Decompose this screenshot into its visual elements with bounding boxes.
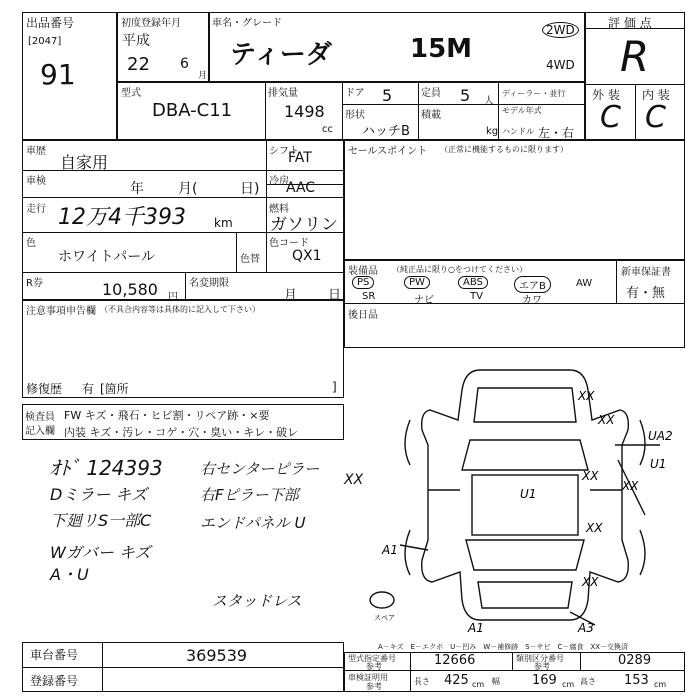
color-value: ホワイトパール	[58, 249, 156, 265]
capacity-value: 5	[460, 86, 471, 105]
mark-ua2: UA2	[648, 429, 673, 443]
height-unit: cm	[654, 680, 667, 689]
shift-value: FAT	[288, 150, 312, 166]
exterior-grade: C	[600, 100, 621, 135]
mark-xx-3: XX	[582, 469, 599, 483]
note-line-1: ｵﾄﾞ 124393	[50, 456, 163, 480]
class-value: 0289	[618, 653, 652, 668]
first-reg-label: 初度登録年月	[121, 18, 181, 29]
grade: 15M	[410, 34, 473, 64]
inspector-row-1: FW キズ・飛石・ヒビ割・リペア跡・×要	[64, 409, 270, 422]
load-unit: kg	[486, 126, 499, 137]
mark-xx-1: XX	[578, 389, 595, 403]
color-code-value: QX1	[292, 248, 322, 264]
displacement-unit: cc	[322, 124, 333, 135]
note-line-5: A・U	[50, 565, 89, 584]
note-line-7: 右Fピラー下部	[200, 486, 299, 504]
doors-label: ドア	[345, 88, 365, 99]
length-label: 長さ	[414, 677, 430, 686]
type-label: 型式	[121, 88, 141, 99]
warranty-value: 有・無	[626, 286, 666, 301]
type-cert-sub: 参考	[366, 662, 382, 671]
lot-code: [2047]	[28, 36, 62, 47]
width-unit: cm	[562, 680, 575, 689]
interior-grade: C	[645, 100, 666, 135]
exterior-label: 外 装	[592, 88, 620, 102]
note-line-6: 右センターピラー	[200, 460, 320, 478]
rear-seat-label: 後日品	[348, 310, 378, 321]
ac-label: 冷房	[269, 176, 289, 187]
doors-value: 5	[382, 86, 393, 105]
repair-label: 修復歴	[26, 382, 63, 396]
width-value: 169	[532, 673, 557, 688]
rename-label: 名変期限	[189, 278, 229, 289]
class-sub: 参考	[534, 662, 550, 671]
caution-note: （不具合内容等は具体的に記入して下さい）	[100, 305, 260, 314]
usage-label: 車歴	[26, 146, 46, 157]
inspector-label-2: 記入欄	[25, 426, 55, 437]
mileage-value: 12万4千393	[58, 205, 186, 230]
mark-xx-2: XX	[598, 413, 615, 427]
mark-a1-rear: A1	[468, 621, 484, 635]
type-cert-value: 12666	[434, 653, 476, 668]
repair-close: ]	[332, 380, 337, 394]
warranty-label: 新車保証書	[621, 267, 671, 278]
fuel-label: 燃料	[269, 204, 289, 215]
reg-year: 22	[127, 54, 150, 75]
mark-xx-5: XX	[586, 521, 603, 535]
chassis-label: 車台番号	[30, 648, 79, 662]
load-label: 積載	[421, 110, 441, 121]
note-line-3: 下廻リS一部C	[50, 511, 152, 530]
equip-navi: ナビ	[414, 295, 434, 306]
dealer-label: ディーラー・並行	[502, 89, 566, 98]
repair-place: [箇所	[100, 382, 129, 396]
equip-sr: SR	[362, 291, 376, 302]
mark-u1-right: U1	[650, 457, 667, 471]
era: 平成	[122, 33, 150, 49]
length-value: 425	[444, 673, 469, 688]
rating-label: 評 価 点	[608, 16, 652, 30]
shape-label: 形状	[345, 110, 365, 121]
equip-ps: PS	[352, 276, 374, 289]
class-label: 類別区分番号	[516, 654, 564, 663]
inspector-label-1: 検査員	[25, 412, 55, 423]
length-unit: cm	[472, 680, 485, 689]
equip-abs: ABS	[458, 276, 488, 289]
lot-number: 91	[40, 58, 76, 91]
rating-value: R	[620, 32, 650, 81]
mark-a3: A3	[578, 621, 594, 635]
car-damage-diagram	[360, 350, 690, 640]
inspection-year: 年	[130, 181, 144, 197]
inspection-month: 月(	[178, 181, 198, 197]
sales-point-box	[344, 140, 685, 260]
recycle-value: 10,580	[102, 280, 158, 299]
ac-value: AAC	[286, 180, 316, 196]
displacement-value: 1498	[284, 102, 325, 121]
handle-label: ハンドル	[502, 127, 534, 136]
rename-month: 月	[284, 288, 298, 303]
spare-label: スペア	[374, 614, 395, 622]
drive-4wd: 4WD	[546, 58, 575, 72]
equip-leather: カワ	[522, 295, 542, 306]
chassis-value: 369539	[186, 646, 248, 665]
type-value: DBA-C11	[152, 100, 233, 121]
damage-legend: A－キズ E－エクボ U－凹み W－補修跡 S－サビ C－腐食 XX－交換済	[378, 643, 629, 651]
shift-label: シフト	[269, 146, 299, 157]
width-label: 幅	[492, 677, 500, 686]
note-line-4: Wガバー キズ	[50, 543, 151, 562]
equip-tv: TV	[470, 291, 483, 302]
equip-pw: PW	[404, 276, 430, 289]
inspection-day: 日)	[240, 181, 260, 197]
note-line-7b: XX	[344, 472, 364, 488]
note-line-8: エンドパネル U	[200, 514, 306, 532]
size-sub: 参考	[366, 682, 382, 691]
mileage-unit: km	[214, 216, 233, 230]
interior-label: 内 装	[642, 88, 670, 102]
caution-label: 注意事項申告欄	[26, 306, 96, 317]
month-unit: 月	[198, 71, 208, 81]
recycle-unit: 円	[168, 292, 178, 303]
equipment-label: 装備品	[348, 266, 378, 277]
color-code-label: 色コード	[269, 238, 309, 249]
note-line-9: スタッドレス	[212, 592, 302, 610]
inspector-row-2: 内装 キズ・汚レ・コゲ・穴・臭い・キレ・破レ	[64, 426, 299, 439]
sales-point-label: セールスポイント	[348, 146, 428, 157]
mark-u1-roof: U1	[520, 487, 537, 501]
type-cert-label: 型式指定番号	[348, 654, 396, 663]
capacity-unit: 人	[484, 96, 494, 107]
color-change-label: 色替	[240, 254, 260, 265]
model-name: ティーダ	[230, 40, 332, 70]
mark-a1-left: A1	[382, 543, 398, 557]
height-label: 高さ	[580, 677, 596, 686]
reg-label: 登録番号	[30, 674, 79, 688]
reg-month: 6	[180, 56, 189, 72]
mark-xx-6: XX	[582, 575, 599, 589]
repair-value: 有	[82, 382, 95, 396]
color-label: 色	[26, 238, 36, 249]
equip-aw: AW	[576, 278, 593, 289]
note-line-2: Dミラー キズ	[50, 485, 148, 504]
fuel-value: ガソリン	[270, 215, 338, 235]
capacity-label: 定員	[421, 88, 441, 99]
equipment-note: （純正品に限り○をつけてください）	[392, 265, 527, 274]
rename-day: 日	[328, 288, 342, 303]
mileage-label: 走行	[26, 204, 46, 215]
usage-value: 自家用	[60, 153, 109, 172]
displacement-label: 排気量	[268, 88, 298, 99]
inspection-label: 車検	[26, 176, 46, 187]
handle-value: 左・右	[538, 126, 575, 140]
shape-value: ハッチB	[362, 124, 410, 139]
model-label: 車名・グレード	[212, 18, 282, 29]
model-year-label: モデル年式	[502, 106, 542, 115]
lot-label: 出品番号	[26, 16, 75, 30]
drive-2wd: 2WD	[542, 22, 579, 38]
size-label: 車検証明用	[348, 673, 388, 682]
sales-point-note: （正常に機能するものに限ります）	[440, 145, 568, 154]
recycle-label: R券	[26, 278, 43, 289]
equip-airbag: エアB	[514, 276, 551, 293]
mark-xx-4: XX	[622, 479, 639, 493]
height-value: 153	[624, 673, 649, 688]
